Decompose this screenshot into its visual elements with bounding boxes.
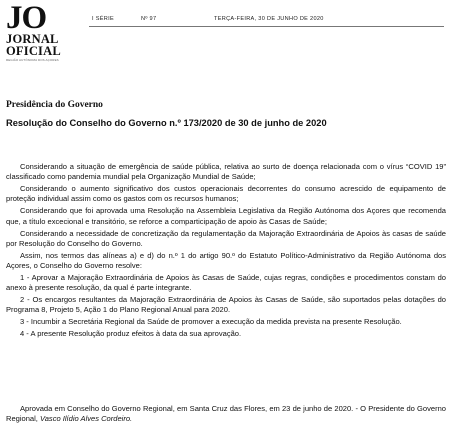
resolution-item-3: 3 - Incumbir a Secretária Regional da Saúde de promover a execução da medida prevista na presente Resolução. bbox=[20, 317, 402, 327]
resolution-item-1: 1 - Aprovar a Majoração Extraordinária de Apoios às Casas de Saúde, cujas regras, condições e procedimentos constam do anexo à presente resolução, da qual é parte integrante. bbox=[6, 272, 446, 293]
paragraph-2: Considerando o aumento significativo dos custos operacionais decorrentes do consumo acrescido de equipamento de proteção individual assim como os gastos com os recursos humanos; bbox=[6, 184, 446, 204]
closing-paragraph bbox=[6, 404, 446, 425]
logo-word-oficial: OFICIAL bbox=[6, 44, 61, 58]
closing-block bbox=[6, 404, 446, 425]
approval-text: Aprovada em Conselho do Governo Regional, em Santa Cruz das Flores, em 23 de junho de 2020. - O Presidente do Governo Regional, bbox=[6, 404, 446, 424]
signatory-name: Vasco Ilídio Alves Cordeiro. bbox=[39, 414, 133, 424]
paragraph-3: Considerando que foi aprovada uma Resolução na Assembleia Legislativa da Região Autónoma dos Açores que recomenda que, a título excecional e transitório, se reforce a comparticipação de apoio às Casas de Saúde; bbox=[6, 206, 446, 226]
logo-jo: JO bbox=[6, 0, 47, 36]
logo-word-jornal: JORNAL bbox=[6, 32, 59, 46]
masthead-divider bbox=[89, 26, 444, 27]
resolution-item-2: 2 - Os encargos resultantes da Majoração Extraordinária de Apoios às Casas de Saúde, são suportados pelas dotações do Programa 8, Projeto 5, Ação 1 do Plano Regional Anual para 2020. bbox=[6, 295, 446, 315]
paragraph-1: Considerando a situação de emergência de saúde pública, relativa ao surto de doença relacionada com o vírus “COVID 19” classificado como pandemia mundial pela Organização Mundial de Saúde; bbox=[6, 162, 446, 182]
paragraph-5: Assim, nos termos das alíneas a) e d) do n.º 1 do artigo 90.º do Estatuto Político-Administrativo da Região Autónoma dos Açores, o Conselho do Governo resolve: bbox=[6, 250, 446, 271]
jornal-oficial-logo bbox=[6, 0, 74, 62]
issue-number: Nº 97 bbox=[141, 16, 157, 22]
logo-tagline: REGIÃO AUTÓNOMA DOS AÇORES bbox=[6, 58, 59, 62]
issue-date: TERÇA-FEIRA, 30 DE JUNHO DE 2020 bbox=[214, 16, 324, 22]
masthead bbox=[0, 0, 450, 62]
document-title: Resolução do Conselho do Governo n.º 173/2020 de 30 de junho de 2020 bbox=[6, 118, 327, 128]
resolution-item-4: 4 - A presente Resolução produz efeitos à data da sua aprovação. bbox=[20, 329, 242, 339]
paragraph-4: Considerando a necessidade de concretização da regulamentação da Majoração Extraordinária de Apoios às casas de saúde por Resolução do Conselho do Governo. bbox=[6, 228, 446, 248]
document-body bbox=[6, 162, 446, 341]
department-heading: Presidência do Governo bbox=[6, 100, 103, 110]
series-label: I SÉRIE bbox=[92, 16, 114, 22]
